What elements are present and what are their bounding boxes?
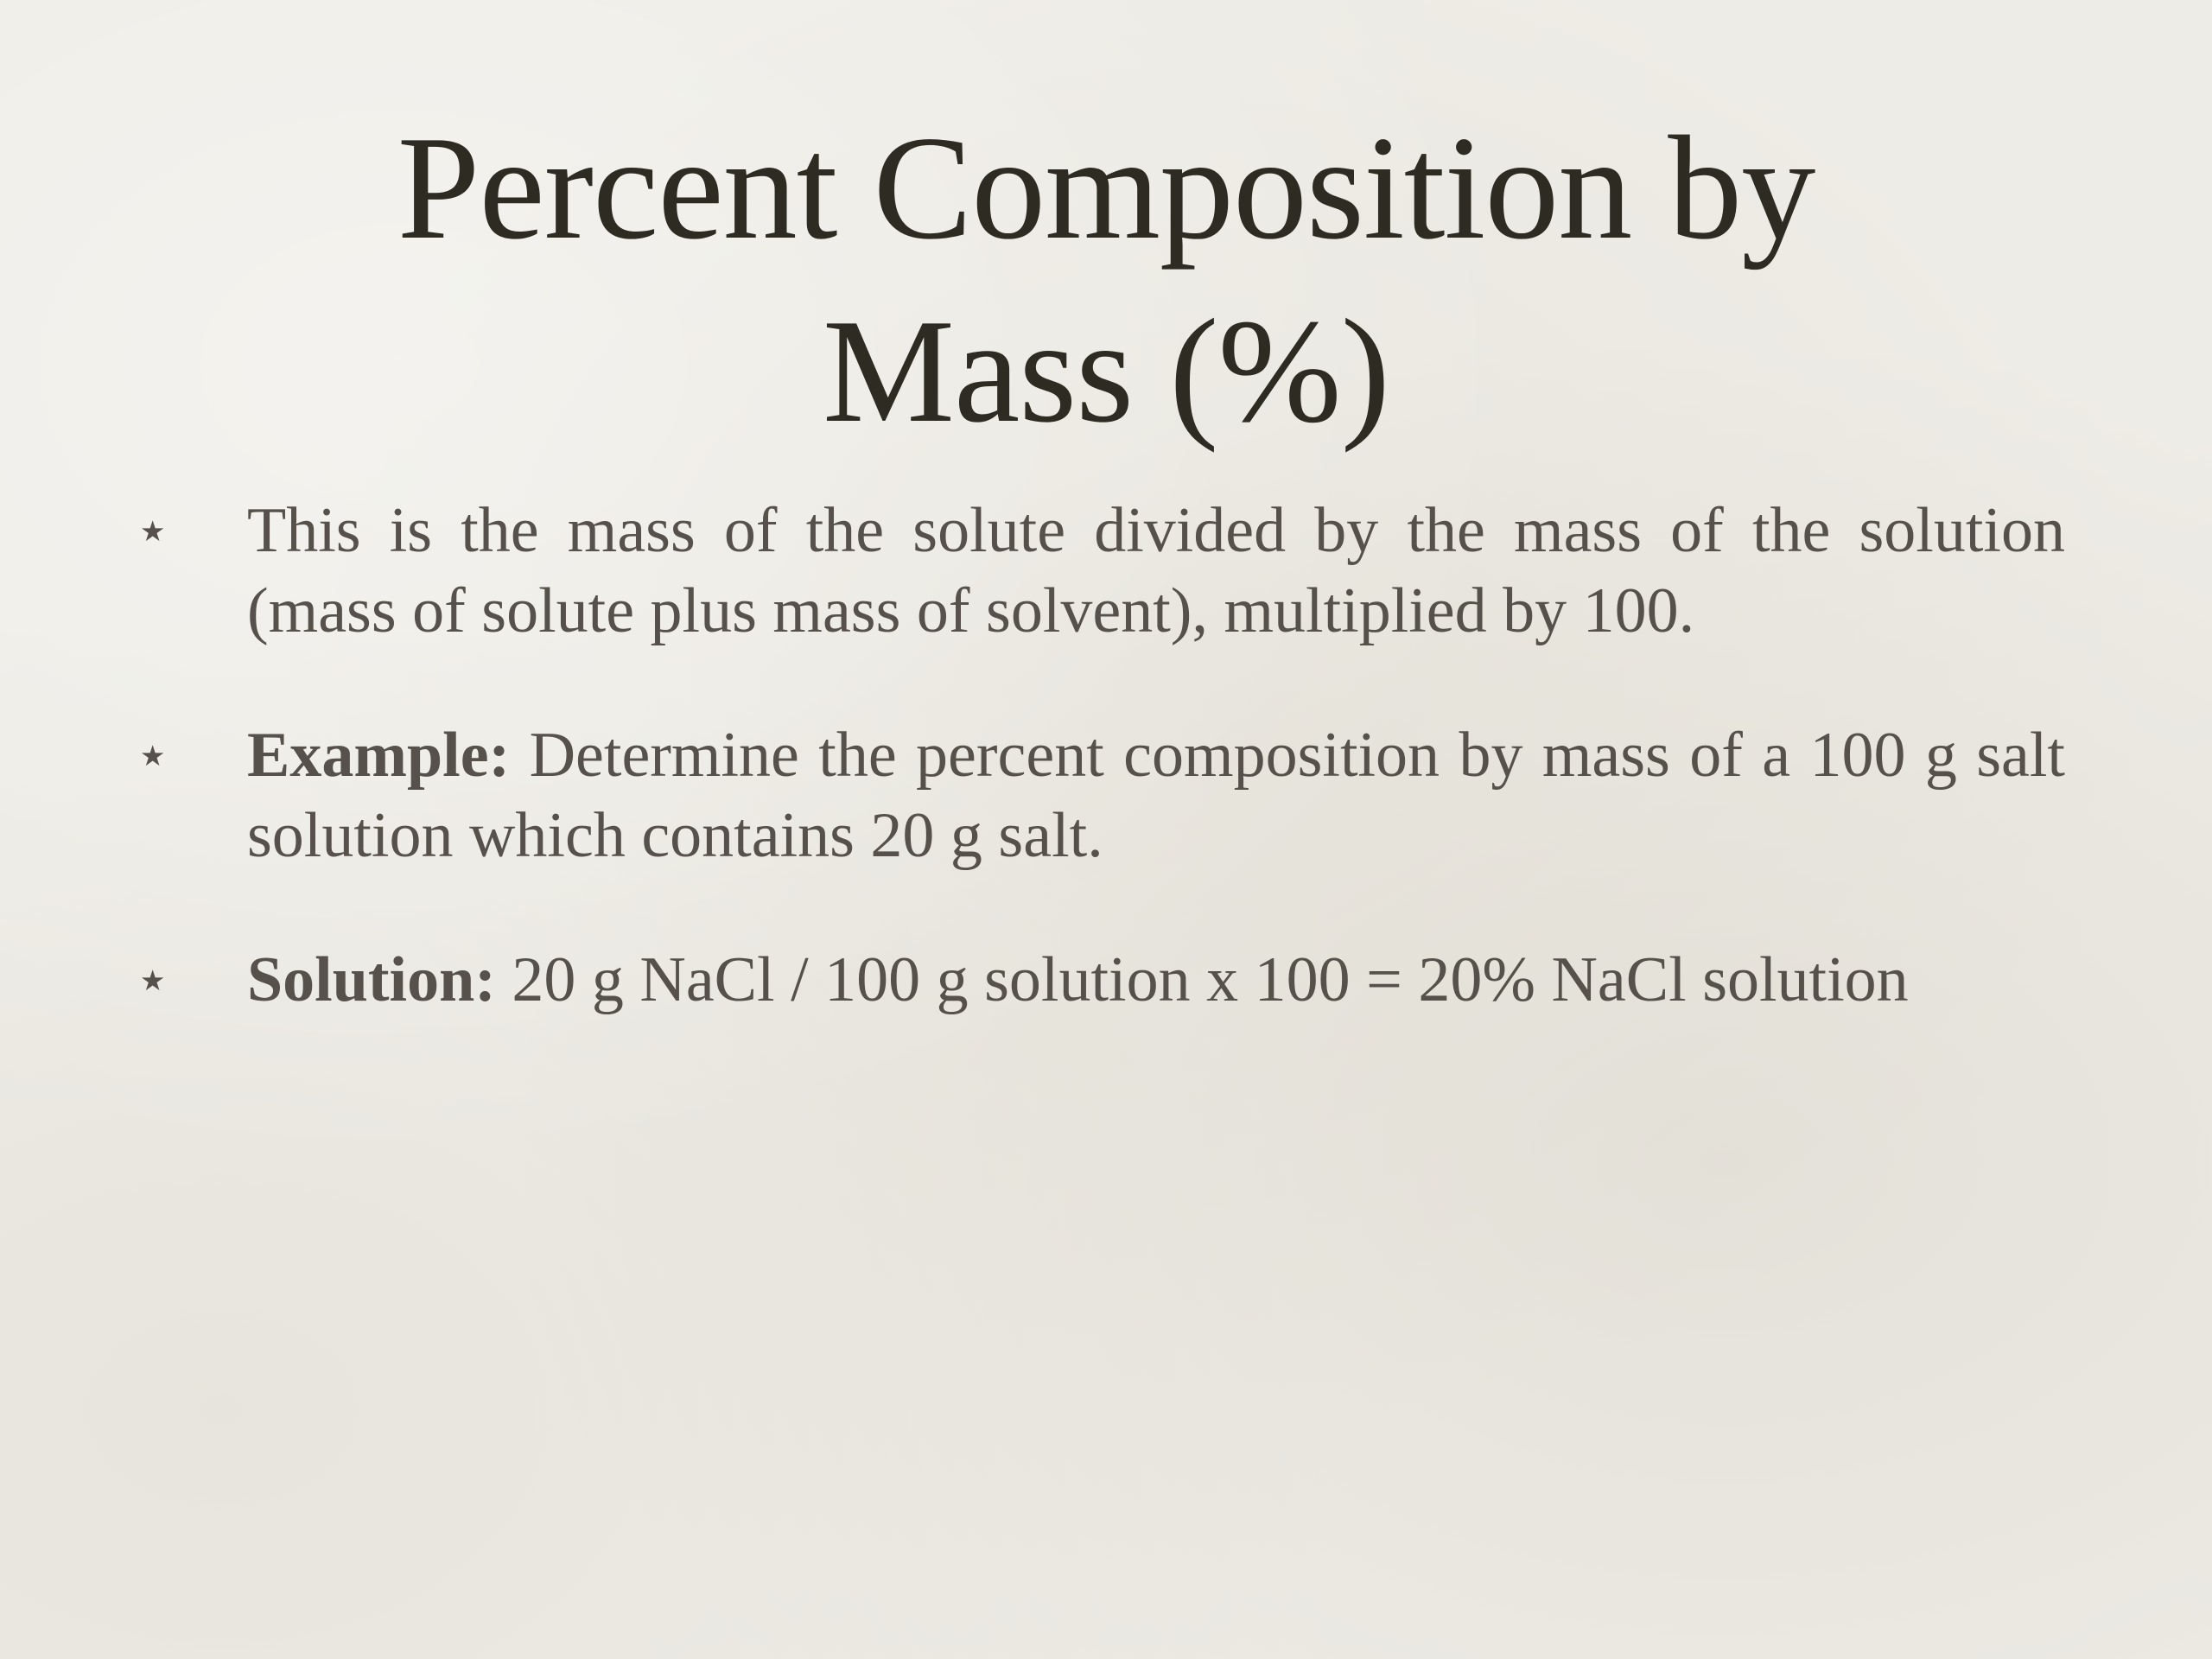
star-bullet-icon: ⋆ [135,499,171,563]
bullet-solution-text: 20 g NaCl / 100 g solution x 100 = 20% NaCl solution [512,944,1909,1015]
slide-title [138,97,2074,463]
bullet-definition-text: This is the mass of the solute divided by the mass of the solution (mass of solute plus mass of solvent), multiplied by 100. [247,495,2065,646]
star-bullet-icon: ⋆ [135,724,171,787]
bullet-example [130,715,2065,876]
bullet-example-text: Determine the percent composition by mass of a 100 g salt solution which contains 20 g salt. [247,720,2065,871]
star-bullet-icon: ⋆ [135,949,171,1012]
bullet-definition [130,491,2065,652]
bullet-example-lead: Example: [247,720,511,791]
bullet-list [130,491,2065,1020]
bullet-solution-lead: Solution: [247,944,496,1015]
slide-title-line-2: Mass (%) [823,289,1389,454]
slide-title-line-1: Percent Composition by [397,106,1815,270]
bullet-solution [130,940,2065,1020]
